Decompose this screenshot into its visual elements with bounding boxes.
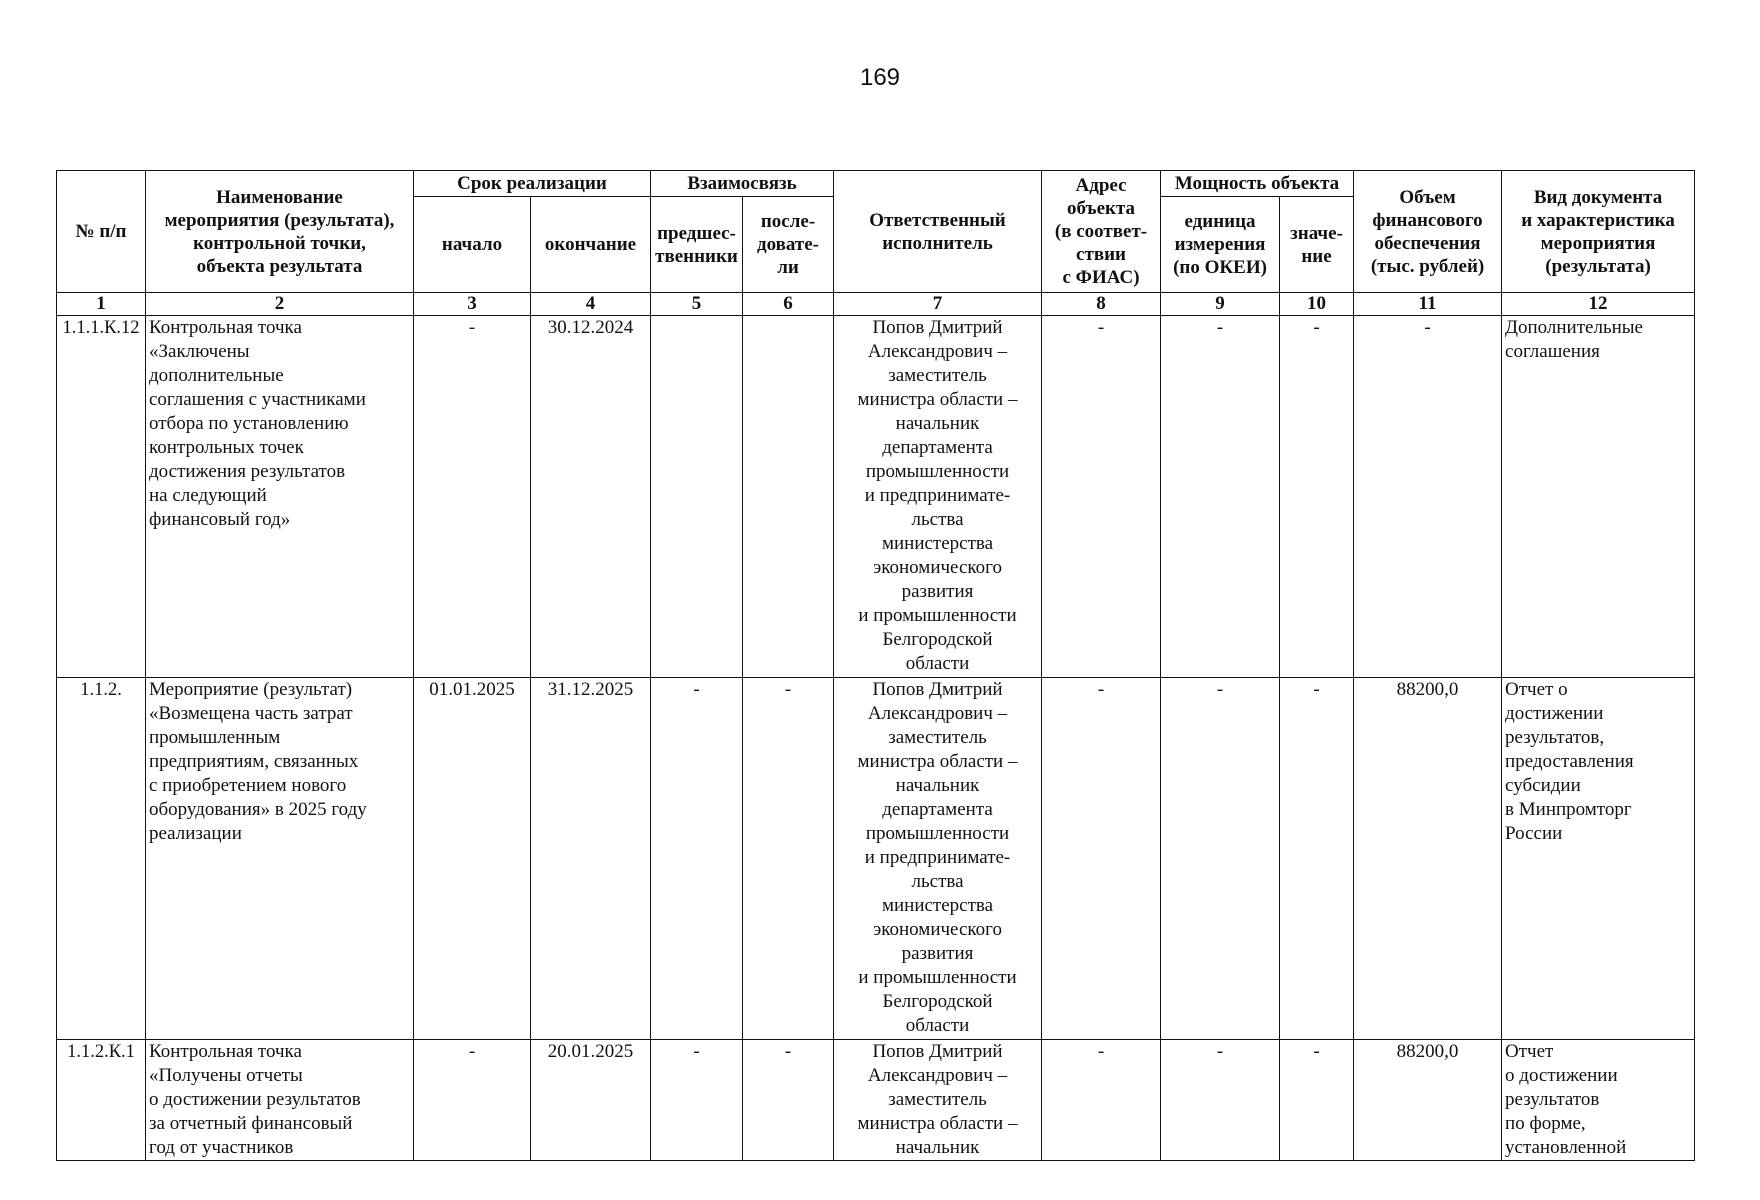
header-num: № п/п <box>57 171 146 293</box>
cell-address: - <box>1042 316 1161 678</box>
cell-start: - <box>414 1040 531 1161</box>
cell-prev: - <box>651 1040 743 1161</box>
page-number: 169 <box>859 64 901 91</box>
cell-next: - <box>743 1040 834 1161</box>
cell-volume: 88200,0 <box>1354 678 1502 1040</box>
cell-unit: - <box>1161 316 1280 678</box>
column-index: 5 <box>651 293 743 316</box>
cell-start: 01.01.2025 <box>414 678 531 1040</box>
header-row-top <box>57 171 1695 197</box>
header-link-next: после- довате- ли <box>743 197 834 293</box>
column-index: 10 <box>1280 293 1354 316</box>
header-capacity-value: значе- ние <box>1280 197 1354 293</box>
cell-name: Мероприятие (результат) «Возмещена часть затрат промышленным предприятиям, связанных с приобретением нового оборудования» в 2025 году реализации <box>146 678 414 1040</box>
plan-table <box>56 170 1695 1161</box>
cell-prev <box>651 316 743 678</box>
cell-end: 20.01.2025 <box>531 1040 651 1161</box>
cell-responsible: Попов Дмитрий Александрович – заместитель министра области – начальник <box>834 1040 1042 1161</box>
column-index-row <box>57 293 1695 316</box>
cell-address: - <box>1042 678 1161 1040</box>
cell-next: - <box>743 678 834 1040</box>
cell-next <box>743 316 834 678</box>
cell-unit: - <box>1161 1040 1280 1161</box>
header-name: Наименование мероприятия (результата), контрольной точки, объекта результата <box>146 171 414 293</box>
header-capacity: Мощность объекта <box>1161 171 1354 197</box>
cell-responsible: Попов Дмитрий Александрович – заместитель министра области – начальник департамента промышленности и предпринимате- льства министерства экономического развития и промышленности Белгородской области <box>834 678 1042 1040</box>
column-index: 3 <box>414 293 531 316</box>
cell-name: Контрольная точка «Заключены дополнительные соглашения с участниками отбора по установлению контрольных точек достижения результатов на следующий финансовый год» <box>146 316 414 678</box>
header-doc-type: Вид документа и характеристика мероприятия (результата) <box>1502 171 1695 293</box>
cell-end: 31.12.2025 <box>531 678 651 1040</box>
header-link-prev: предшес- твенники <box>651 197 743 293</box>
cell-value: - <box>1280 678 1354 1040</box>
column-index: 4 <box>531 293 651 316</box>
header-volume: Объем финансового обеспечения (тыс. рублей) <box>1354 171 1502 293</box>
cell-start: - <box>414 316 531 678</box>
cell-num: 1.1.2.К.1 <box>57 1040 146 1161</box>
column-index: 11 <box>1354 293 1502 316</box>
cell-end: 30.12.2024 <box>531 316 651 678</box>
cell-address: - <box>1042 1040 1161 1161</box>
header-responsible: Ответственный исполнитель <box>834 171 1042 293</box>
header-term-start: начало <box>414 197 531 293</box>
cell-doc: Дополнительные соглашения <box>1502 316 1695 678</box>
column-index: 6 <box>743 293 834 316</box>
header-address: Адрес объекта (в соответ- ствии с ФИАС) <box>1042 171 1161 293</box>
cell-responsible: Попов Дмитрий Александрович – заместитель министра области – начальник департамента промышленности и предпринимате- льства министерства экономического развития и промышленности Белгородской области <box>834 316 1042 678</box>
cell-num: 1.1.2. <box>57 678 146 1040</box>
table-row <box>57 678 1695 1040</box>
cell-doc: Отчет о достижении результатов, предоставления субсидии в Минпромторг России <box>1502 678 1695 1040</box>
column-index: 7 <box>834 293 1042 316</box>
table-row <box>57 316 1695 678</box>
header-link: Взаимосвязь <box>651 171 834 197</box>
column-index: 9 <box>1161 293 1280 316</box>
column-index: 1 <box>57 293 146 316</box>
header-term-end: окончание <box>531 197 651 293</box>
header-capacity-unit: единица измерения (по ОКЕИ) <box>1161 197 1280 293</box>
table-row <box>57 1040 1695 1161</box>
cell-name: Контрольная точка «Получены отчеты о достижении результатов за отчетный финансовый год от участников <box>146 1040 414 1161</box>
cell-value: - <box>1280 316 1354 678</box>
column-index: 8 <box>1042 293 1161 316</box>
cell-num: 1.1.1.К.12 <box>57 316 146 678</box>
cell-doc: Отчет о достижении результатов по форме, установленной <box>1502 1040 1695 1161</box>
cell-prev: - <box>651 678 743 1040</box>
cell-unit: - <box>1161 678 1280 1040</box>
cell-value: - <box>1280 1040 1354 1161</box>
cell-volume: 88200,0 <box>1354 1040 1502 1161</box>
column-index: 12 <box>1502 293 1695 316</box>
header-term: Срок реализации <box>414 171 651 197</box>
column-index: 2 <box>146 293 414 316</box>
cell-volume: - <box>1354 316 1502 678</box>
